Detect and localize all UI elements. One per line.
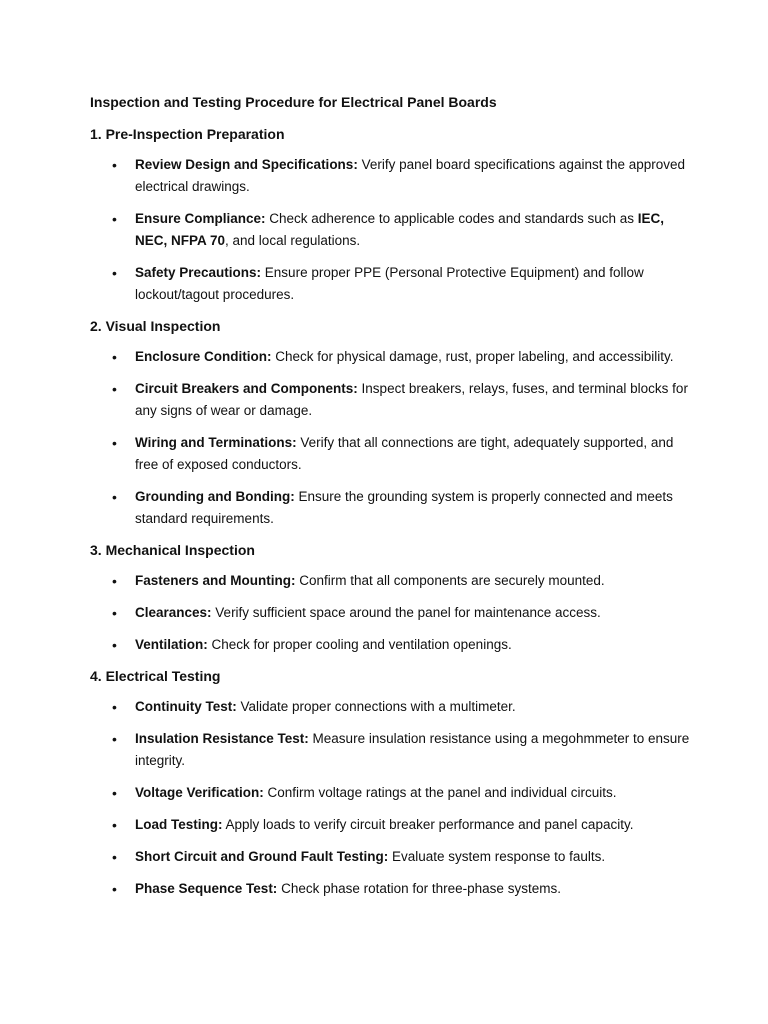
item-text: Confirm that all components are securely mounted.: [295, 573, 605, 588]
item-text: Confirm voltage ratings at the panel and individual circuits.: [263, 785, 617, 800]
item-label: Phase Sequence Test:: [135, 881, 278, 896]
item-label: Ensure Compliance:: [135, 211, 266, 226]
list-item: [90, 634, 690, 656]
item-label: Review Design and Specifications:: [135, 157, 358, 172]
item-label: Continuity Test:: [135, 699, 237, 714]
item-text: Apply loads to verify circuit breaker performance and panel capacity.: [222, 817, 634, 832]
item-text-after: , and local regulations.: [225, 233, 361, 248]
item-label: Enclosure Condition:: [135, 349, 272, 364]
document-title: Inspection and Testing Procedure for Electrical Panel Boards: [90, 94, 497, 110]
list-item: [90, 486, 690, 530]
bullet-list: [90, 346, 690, 530]
item-label: Insulation Resistance Test:: [135, 731, 309, 746]
list-item: [90, 782, 690, 804]
bullet-icon: •: [112, 637, 117, 653]
list-item: [90, 602, 690, 624]
document-body: [90, 124, 690, 900]
bullet-icon: •: [112, 265, 117, 281]
document-page: [90, 92, 690, 910]
bullet-icon: •: [112, 731, 117, 747]
item-label: Clearances:: [135, 605, 212, 620]
item-label: Circuit Breakers and Components:: [135, 381, 358, 396]
item-label: Grounding and Bonding:: [135, 489, 295, 504]
item-label: Fasteners and Mounting:: [135, 573, 296, 588]
bullet-list: [90, 696, 690, 900]
item-label: Wiring and Terminations:: [135, 435, 297, 450]
bullet-icon: •: [112, 849, 117, 865]
list-item: [90, 814, 690, 836]
item-text: Ensure the grounding system is properly connected and meets standard requirements.: [135, 489, 673, 526]
item-text: Ensure proper PPE (Personal Protective Equipment) and follow lockout/tagout procedures.: [135, 265, 644, 302]
item-text: Verify sufficient space around the panel for maintenance access.: [211, 605, 601, 620]
bullet-icon: •: [112, 785, 117, 801]
list-item: [90, 728, 690, 772]
item-text: Check adherence to applicable codes and standards such as: [265, 211, 638, 226]
list-item: [90, 878, 690, 900]
item-label: Safety Precautions:: [135, 265, 262, 280]
bullet-icon: •: [112, 817, 117, 833]
bullet-icon: •: [112, 381, 117, 397]
item-label: Ventilation:: [135, 637, 208, 652]
bullet-icon: •: [112, 699, 117, 715]
item-text: Evaluate system response to faults.: [388, 849, 606, 864]
section-heading: 2. Visual Inspection: [90, 318, 221, 334]
bullet-icon: •: [112, 157, 117, 173]
section-heading: 1. Pre-Inspection Preparation: [90, 126, 285, 142]
list-item: [90, 378, 690, 422]
item-text: Inspect breakers, relays, fuses, and terminal blocks for any signs of wear or damage.: [135, 381, 688, 418]
section-heading: 3. Mechanical Inspection: [90, 542, 255, 558]
item-text: Validate proper connections with a multimeter.: [236, 699, 516, 714]
bullet-icon: •: [112, 605, 117, 621]
section-heading: 4. Electrical Testing: [90, 668, 221, 684]
item-text: Measure insulation resistance using a megohmmeter to ensure integrity.: [135, 731, 690, 768]
list-item: [90, 346, 690, 368]
bullet-icon: •: [112, 435, 117, 451]
list-item: [90, 262, 690, 306]
list-item: [90, 570, 690, 592]
item-label: Load Testing:: [135, 817, 223, 832]
item-label: Voltage Verification:: [135, 785, 264, 800]
item-text: Check phase rotation for three-phase systems.: [277, 881, 561, 896]
item-text: Check for physical damage, rust, proper labeling, and accessibility.: [271, 349, 674, 364]
list-item: [90, 208, 690, 252]
item-text: Check for proper cooling and ventilation openings.: [207, 637, 512, 652]
list-item: [90, 432, 690, 476]
list-item: [90, 846, 690, 868]
item-text: Verify that all connections are tight, adequately supported, and free of exposed conductors.: [135, 435, 674, 472]
list-item: [90, 696, 690, 718]
item-label: Short Circuit and Ground Fault Testing:: [135, 849, 389, 864]
list-item: [90, 154, 690, 198]
bullet-list: [90, 154, 690, 306]
bullet-icon: •: [112, 211, 117, 227]
bullet-icon: •: [112, 349, 117, 365]
bullet-icon: •: [112, 489, 117, 505]
item-emphasis: IEC, NEC, NFPA 70: [135, 211, 665, 248]
bullet-icon: •: [112, 573, 117, 589]
bullet-icon: •: [112, 881, 117, 897]
item-text: Verify panel board specifications against the approved electrical drawings.: [135, 157, 686, 194]
bullet-list: [90, 570, 690, 656]
